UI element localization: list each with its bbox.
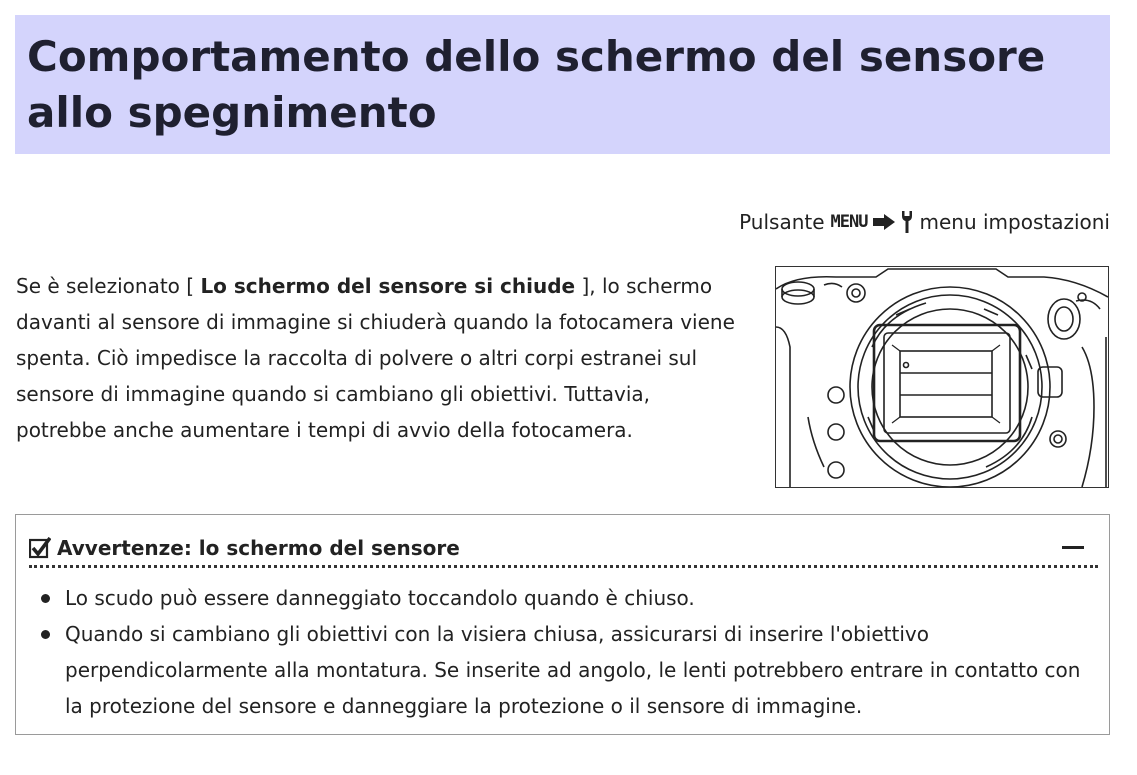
menu-path-prefix: Pulsante: [739, 210, 825, 234]
caution-box: [15, 514, 1110, 735]
right-arrow-icon: [873, 214, 895, 230]
page-title: Comportamento dello schermo del sensore allo spegnimento: [27, 32, 1046, 137]
menu-path-suffix: menu impostazioni: [919, 210, 1110, 234]
camera-sensor-illustration: [775, 266, 1109, 488]
list-item: Quando si cambiano gli obiettivi con la visiera chiusa, assicurarsi di inserire l'obiettivo perpendicolarmente alla montatura. Se inserite ad angolo, le lenti potrebbero entrare in contatto con la protezione del sensore e danneggiare la protezione o il sensore di immagine.: [38, 616, 1088, 724]
menu-button-label: MENU: [830, 212, 868, 232]
collapse-minus-icon[interactable]: [1062, 537, 1086, 559]
intro-text-after: ], lo schermo davanti al sensore di immagine si chiuderà quando la fotocamera viene spenta. Ciò impedisce la raccolta di polvere o altri corpi estranei sul sensore di immagine quando si cambiano gli obiettivi. Tuttavia, potrebbe anche aumentare i tempi di avvio della fotocamera.: [16, 274, 735, 442]
caution-check-icon: [29, 537, 51, 559]
option-label: Lo schermo del sensore si chiude: [200, 274, 576, 298]
list-item: Lo scudo può essere danneggiato toccandolo quando è chiuso.: [38, 580, 1088, 616]
caution-list: [38, 580, 1088, 724]
title-band: [15, 15, 1110, 154]
menu-path: [739, 208, 1110, 236]
caution-header[interactable]: [29, 531, 1098, 568]
wrench-icon: [900, 211, 914, 233]
intro-paragraph: [16, 268, 736, 448]
intro-text-before: Se è selezionato [: [16, 274, 195, 298]
caution-title: Avvertenze: lo schermo del sensore: [57, 536, 460, 560]
